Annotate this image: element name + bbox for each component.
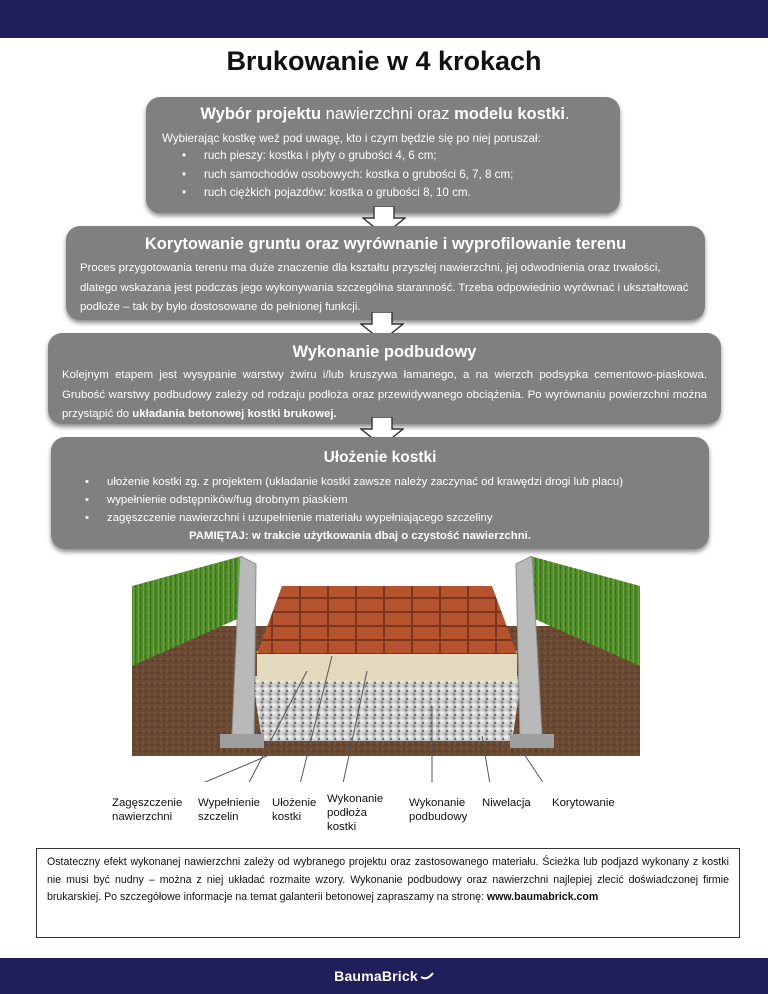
label-laying: Ułożenie kostki	[272, 797, 317, 823]
step-3-box	[48, 333, 721, 424]
step-1-list	[162, 147, 608, 203]
list-item: • ruch ciężkich pojazdów: kostka o grubości 8, 10 cm.	[182, 184, 608, 203]
step-4-box	[51, 437, 709, 549]
swoosh-icon	[420, 972, 434, 980]
brand-logo: BaumaBrick	[0, 958, 768, 994]
label-leveling: Niwelacja	[482, 797, 531, 809]
label-joints: Wypełnienie szczelin	[198, 797, 260, 823]
label-base: Wykonanie podbudowy	[409, 797, 468, 823]
website-link[interactable]: www.baumabrick.com	[486, 891, 599, 904]
list-item: • wypełnienie odstępników/fug drobnym piaskiem	[85, 491, 695, 509]
step-1-box	[146, 97, 620, 213]
closing-note: Ostateczny efekt wykonanej nawierzchni zależy od wybranego projektu oraz zastosowanego materiału. Ścieżka lub podjazd wykonany z kostki nie musi być nudny – można z niej układać rozmaite wzory. Wykonanie podbudowy oraz nawierzchni najlepiej zlecić doświadczonej firmie brukarskiej. Po szczegółowe informacje na temat galanterii betonowej zapraszamy na stronę: www.baumabrick.com	[36, 848, 740, 938]
label-compaction: Zagęszczenie nawierzchni	[112, 797, 183, 823]
step-2-box	[66, 226, 705, 320]
list-item: • zagęszczenie nawierzchni i uzupełnienie materiału wypełniającego szczeliny	[85, 509, 695, 527]
step-3-text: Kolejnym etapem jest wysypanie warstwy żwiru i/lub kruszywa łamanego, a na wierzch podsypka cementowo-piaskowa. Grubość warstwy podbudowy zależy od rodzaju podłoża oraz przewidywanego obciążenia. Po wyrównaniu powierzchni można przystąpić do układania betonowej kostki brukowej.	[62, 369, 707, 420]
step-4-list	[65, 473, 695, 527]
top-bar	[0, 0, 768, 38]
step-4-heading: Ułożenie kostki	[323, 449, 437, 466]
paving-cross-section-illustration	[132, 556, 640, 782]
page-title: Brukowanie w 4 krokach	[226, 46, 542, 76]
label-subgrade: Wykonanie podłoża kostki	[327, 793, 384, 833]
list-item: • ruch samochodów osobowych: kostka o grubości 6, 7, 8 cm;	[182, 166, 608, 185]
remember-note: PAMIĘTAJ: w trakcie użytkowania dbaj o czystość nawierzchni.	[188, 530, 532, 542]
step-2-heading: Korytowanie gruntu oraz wyrównanie i wyprofilowanie terenu	[144, 235, 627, 253]
list-item: • ułożenie kostki zg. z projektem (układanie kostki zawsze należy zaczynać od krawędzi drogi lub placu)	[85, 473, 695, 491]
label-trenching: Korytowanie	[552, 797, 615, 809]
step-2-text: Proces przygotowania terenu ma duże znaczenie dla kształtu przyszłej nawierzchni, jej odwodnienia oraz trwałości, dlatego wskazana jest podczas jego wykonywania szczególna staranność. Trzeba odpowiednio wyrównać i ukształtować podłoże – tak by było dostosowane do pełnionej funkcji.	[80, 262, 689, 313]
step-1-heading: Wybór projektu nawierzchni oraz modelu kostki.	[200, 105, 570, 123]
list-item: • ruch pieszy: kostka i płyty o grubości 4, 6 cm;	[182, 147, 608, 166]
step-3-heading: Wykonanie podbudowy	[292, 343, 477, 361]
step-1-intro: Wybierając kostkę weź pod uwagę, kto i czym będzie się po niej poruszał:	[162, 132, 541, 145]
